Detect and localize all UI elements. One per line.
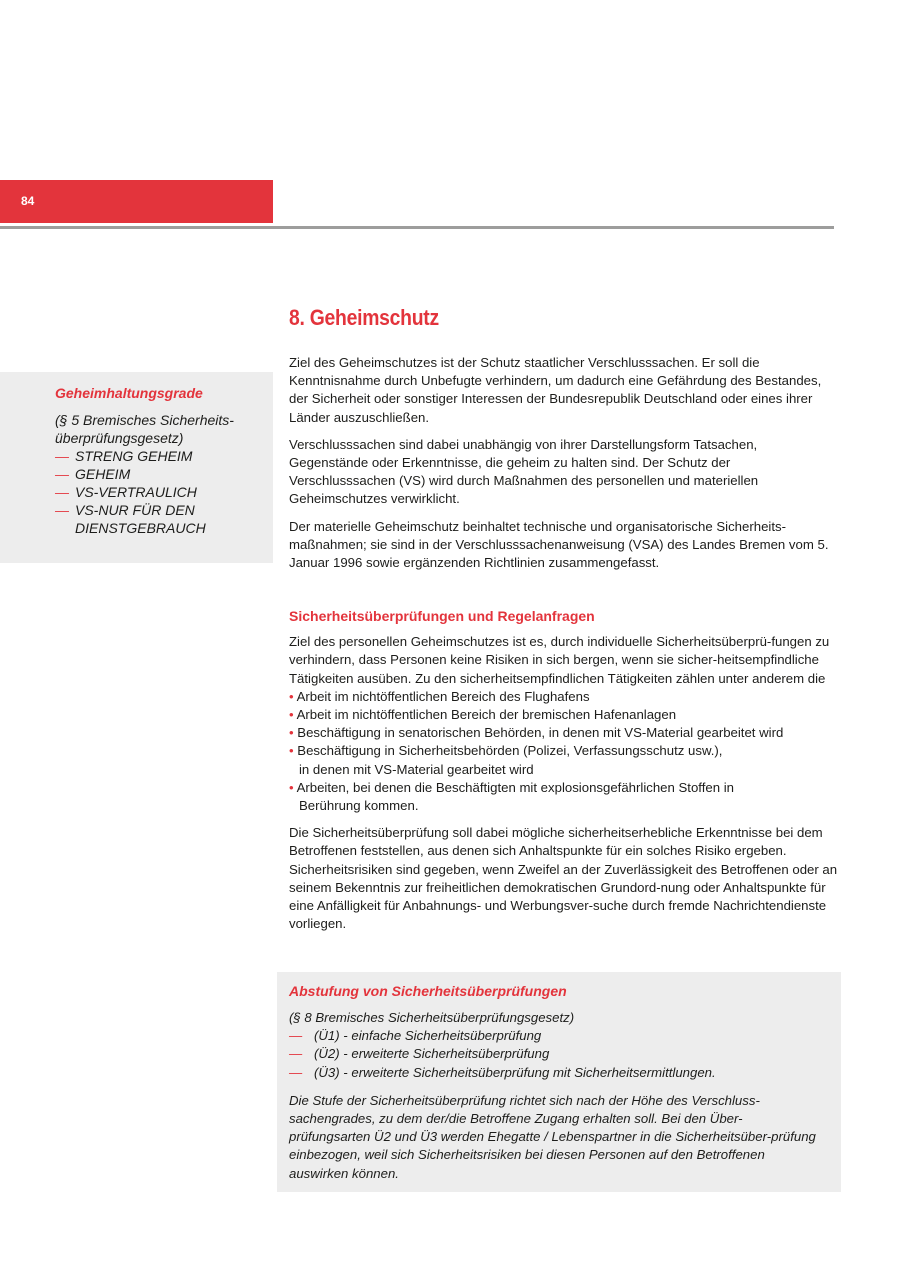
list-item: • Arbeit im nichtöffentlichen Bereich des Flughafens — [289, 688, 590, 704]
list-item: — VS-NUR FÜR DEN — [55, 502, 195, 518]
intro-paragraph: Der materielle Geheimschutz beinhaltet technische und organisatorische Sicherheits-maßnahmen; sie sind in der Verschlusssachenanweisung (VSA) des Landes Bremen vom 5. Januar 1996 sowie ergänzenden Richtlinien zusammengefasst. — [289, 518, 829, 571]
sidebar-source-line: überprüfungsgesetz) — [55, 430, 184, 446]
list-item: • Beschäftigung in Sicherheitsbehörden (Polizei, Verfassungsschutz usw.), — [289, 743, 723, 759]
list-item-continuation: Berührung kommen. — [299, 798, 419, 814]
grade-label: GEHEIM — [75, 466, 131, 482]
sidebar-box — [0, 372, 273, 563]
list-item: • Arbeit im nichtöffentlichen Bereich der bremischen Hafenanlagen — [289, 707, 677, 723]
infobox-note: Die Stufe der Sicherheitsüberprüfung richtet sich nach der Höhe des Verschluss-sachengrades, zu dem der/die Betroffene Zugang erhalten soll. Bei den Über-prüfungsarten Ü2 und Ü3 werden Ehegatte / Lebenspartner in die Sicherheitsüber-prüfung einbezogen, weil sich Sicherheitsrisiken bei diesen Personen auf den Betroffenen auswirken können. — [289, 1092, 816, 1181]
list-item: — STRENG GEHEIM — [55, 448, 193, 464]
closing-paragraph: Die Sicherheitsüberprüfung soll dabei mögliche sicherheitserhebliche Erkenntnisse bei dem Betroffenen feststellen, aus denen sich Anhaltspunkte für ein solches Risiko ergeben. Sicherheitsrisiken sind gegeben, wenn Zweifel an der Zuverlässigkeit des Betroffenen oder an seinem Bekenntnis zur freiheitlichen demokratischen Grundord-nung oder Anhaltspunkte für eine Anfälligkeit für Anbahnungs- und Werbungsver-suche durch fremde Nachrichtendienste vorliegen. — [289, 825, 838, 932]
page-title: 8. Geheimschutz — [289, 305, 439, 330]
list-item: • Arbeiten, bei denen die Beschäftigten mit explosionsgefährlichen Stoffen in — [289, 779, 734, 795]
page-number: 84 — [21, 194, 35, 208]
main-content — [289, 303, 839, 942]
list-item: — (Ü3) - erweiterte Sicherheitsüberprüfung mit Sicherheitsermittlungen. — [289, 1064, 716, 1080]
infobox-source: (§ 8 Bremisches Sicherheitsüberprüfungsgesetz) — [289, 1010, 575, 1025]
header-rule — [0, 226, 834, 229]
list-item-continuation: in denen mit VS-Material gearbeitet wird — [299, 761, 534, 777]
grade-label: DIENSTGEBRAUCH — [75, 520, 206, 536]
intro-paragraph: Verschlusssachen sind dabei unabhängig von ihrer Darstellungsform Tatsachen, Gegenstände oder Erkenntnisse, die geheim zu halten sind. Der Schutz der Verschlusssachen (VS) wird durch Maßnahmen des personellen und materiellen Geheimschutzes verwirklicht. — [289, 436, 759, 507]
list-item: — (Ü1) - einfache Sicherheitsüberprüfung — [289, 1028, 542, 1044]
grade-label: VS-VERTRAULICH — [75, 484, 197, 500]
list-item: — GEHEIM — [55, 466, 131, 482]
grade-label: STRENG GEHEIM — [75, 448, 193, 464]
list-item: • Beschäftigung in senatorischen Behörden, in denen mit VS-Material gearbeitet wird — [289, 725, 784, 741]
list-item: — (Ü2) - erweiterte Sicherheitsüberprüfung — [289, 1046, 550, 1062]
infobox-title: Abstufung von Sicherheitsüberprüfungen — [289, 983, 567, 999]
list-item — [55, 519, 265, 537]
list-item: — VS-VERTRAULICH — [55, 484, 197, 500]
section-intro: Ziel des personellen Geheimschutzes ist es, durch individuelle Sicherheitsüberprü-fungen zu verhindern, dass Personen keine Risiken in sich bergen, wenn sie sicher-heitsempfindliche Tätigkeiten ausüben. Zu den sicherheitsempfindlichen Tätigkeiten zählen unter anderem die — [289, 634, 830, 686]
grade-label: VS-NUR FÜR DEN — [75, 502, 195, 518]
sidebar-source-line: (§ 5 Bremisches Sicherheits- — [55, 412, 234, 428]
sidebar-title: Geheimhaltungsgrade — [55, 385, 203, 401]
section-heading: Sicherheitsüberprüfungen und Regelanfragen — [289, 608, 595, 625]
intro-paragraph: Ziel des Geheimschutzes ist der Schutz staatlicher Verschlusssachen. Er soll die Kenntnisnahme durch Unbefugte verhindern, um dadurch eine Gefährdung des Bestandes, der Sicherheit oder sonstiger Interessen der Bundesrepublik Deutschland oder eines ihrer Länder auszuschließen. — [289, 355, 822, 425]
infobox — [277, 972, 841, 1192]
page-number-tab — [0, 180, 273, 223]
